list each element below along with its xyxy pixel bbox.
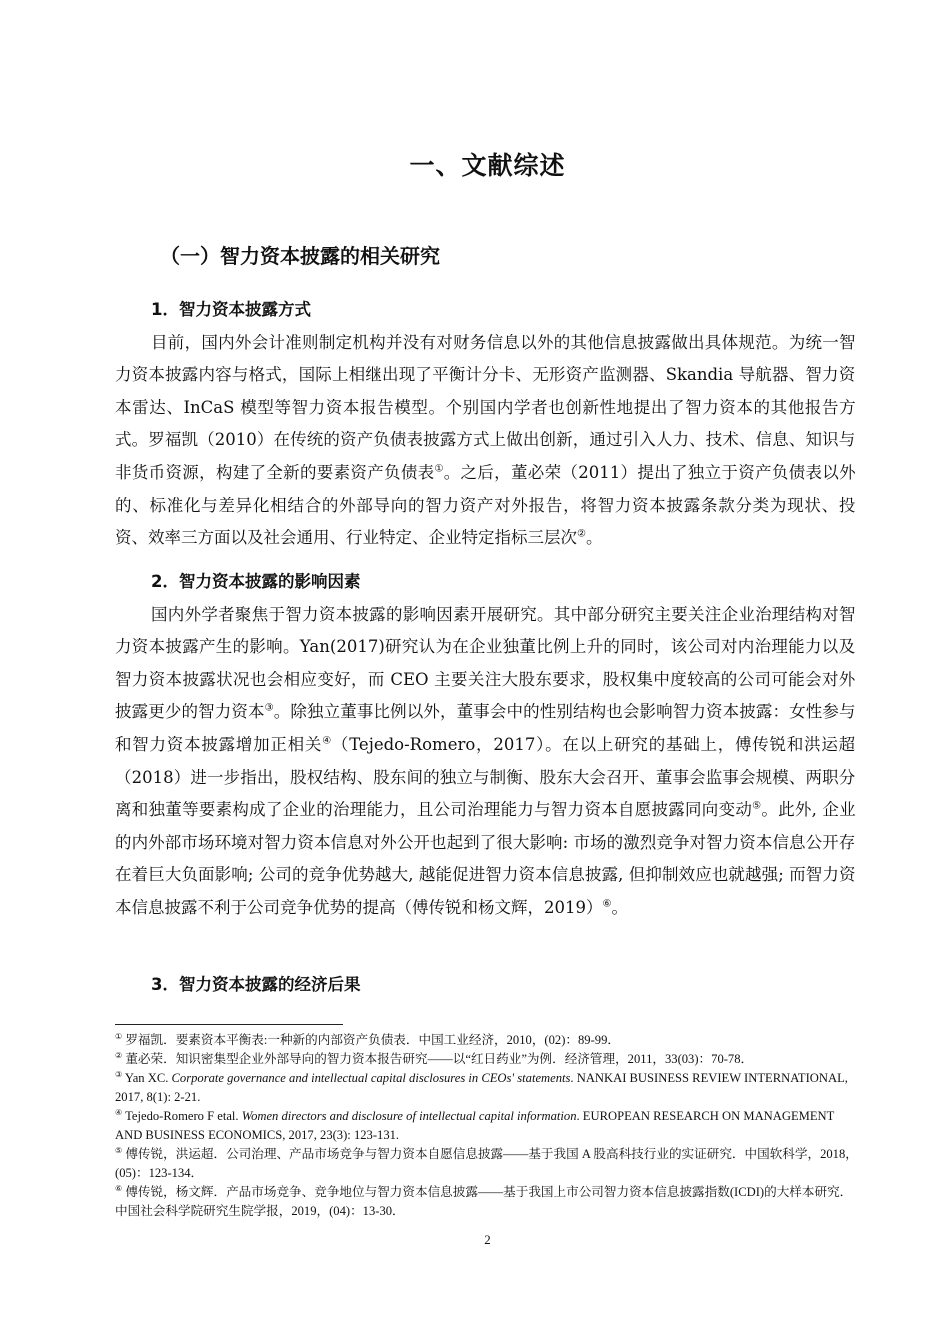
section-heading: （一）智力资本披露的相关研究 — [160, 244, 440, 268]
subsection-2 — [115, 566, 855, 925]
footnote: ① 罗福凯．要素资本平衡表:一种新的内部资产负债表．中国工业经济，2010，(02)：89-99． — [115, 1031, 620, 1047]
footnote: ⑥ 傅传锐，杨文辉．产品市场竞争、竞争地位与智力资本信息披露——基于我国上市公司智力资本信息披露指数(ICDI)的大样本研究．中国社会科学院研究生院学报，2019，(04)：13-30． — [115, 1183, 853, 1218]
footnote: ④ Tejedo-Romero F etal. Women directors and disclosure of intellectual capital information. EUROPEAN RESEARCH ON MANAGEMENT AND BUSINESS ECONOMICS, 2017, 23(3): 123-131. — [115, 1107, 835, 1142]
footnote: ③ Yan XC. Corporate governance and intellectual capital disclosures in CEOs' statements. NANKAI BUSINESS REVIEW INTERNATIONAL, 2017, 8(1): 2-21. — [115, 1069, 848, 1104]
subsection-1 — [115, 294, 855, 555]
subsection-title: 2．智力资本披露的影响因素 — [151, 572, 361, 591]
paragraph: 目前，国内外会计准则制定机构并没有对财务信息以外的其他信息披露做出具体规范。为统一智力资本披露内容与格式，国际上相继出现了平衡计分卡、无形资产监测器、Skandia 导航器、智力资本雷达、InCaS 模型等智力资本报告模型。个别国内学者也创新性地提出了智力资本的其他报告方式。罗福凯（2010）在传统的资产负债表披露方式上做出创新，通过引入人力、技术、信息、知识与非货币资源，构建了全新的要素资产负债表①。之后，董必荣（2011）提出了独立于资产负债表以外的、标准化与差异化相结合的外部导向的智力资产对外报告，将智力资本披露条款分类为现状、投资、效率三方面以及社会通用、行业特定、企业特定指标三层次②。 — [115, 332, 856, 548]
page-number: 2 — [484, 1232, 491, 1247]
subsection-title: 1．智力资本披露方式 — [151, 300, 311, 319]
paragraph: 国内外学者聚焦于智力资本披露的影响因素开展研究。其中部分研究主要关注企业治理结构对智力资本披露产生的影响。Yan(2017)研究认为在企业独董比例上升的同时，该公司对内治理能力以及智力资本披露状况也会相应变好，而 CEO 主要关注大股东要求，股权集中度较高的公司可能会对外披露更少的智力资本③。除独立董事比例以外，董事会中的性别结构也会影响智力资本披露：女性参与和智力资本披露增加正相关④（Tejedo-Romero，2017）。在以上研究的基础上，傅传锐和洪运超（2018）进一步指出，股权结构、股东间的独立与制衡、股东大会召开、董事会监事会规模、两职分离和独董等要素构成了企业的治理能力，且公司治理能力与智力资本自愿披露同向变动⑤。此外, 企业的内外部市场环境对智力资本信息对外公开也起到了很大影响: 市场的激烈竞争对智力资本信息公开存在着巨大负面影响; 公司的竞争优势越大, 越能促进智力资本信息披露, 但抑制效应也就越强; 而智力资本信息披露不利于公司竞争优势的提高（傅传锐和杨文辉，2019）⑥。 — [115, 604, 856, 917]
footnote: ② 董必荣．知识密集型企业外部导向的智力资本报告研究——以“红日药业”为例．经济管理，2011，33(03)：70-78． — [115, 1050, 754, 1066]
footnote-divider — [115, 1024, 343, 1025]
footnote: ⑤ 傅传锐，洪运超．公司治理、产品市场竞争与智力资本自愿信息披露——基于我国 A 股高科技行业的实证研究．中国软科学，2018，(05)：123-134． — [115, 1145, 858, 1180]
footnotes — [115, 1031, 860, 1221]
chapter-heading: 一、文献综述 — [409, 151, 566, 180]
subsection-3 — [115, 969, 855, 1002]
subsection-title: 3．智力资本披露的经济后果 — [151, 975, 361, 994]
